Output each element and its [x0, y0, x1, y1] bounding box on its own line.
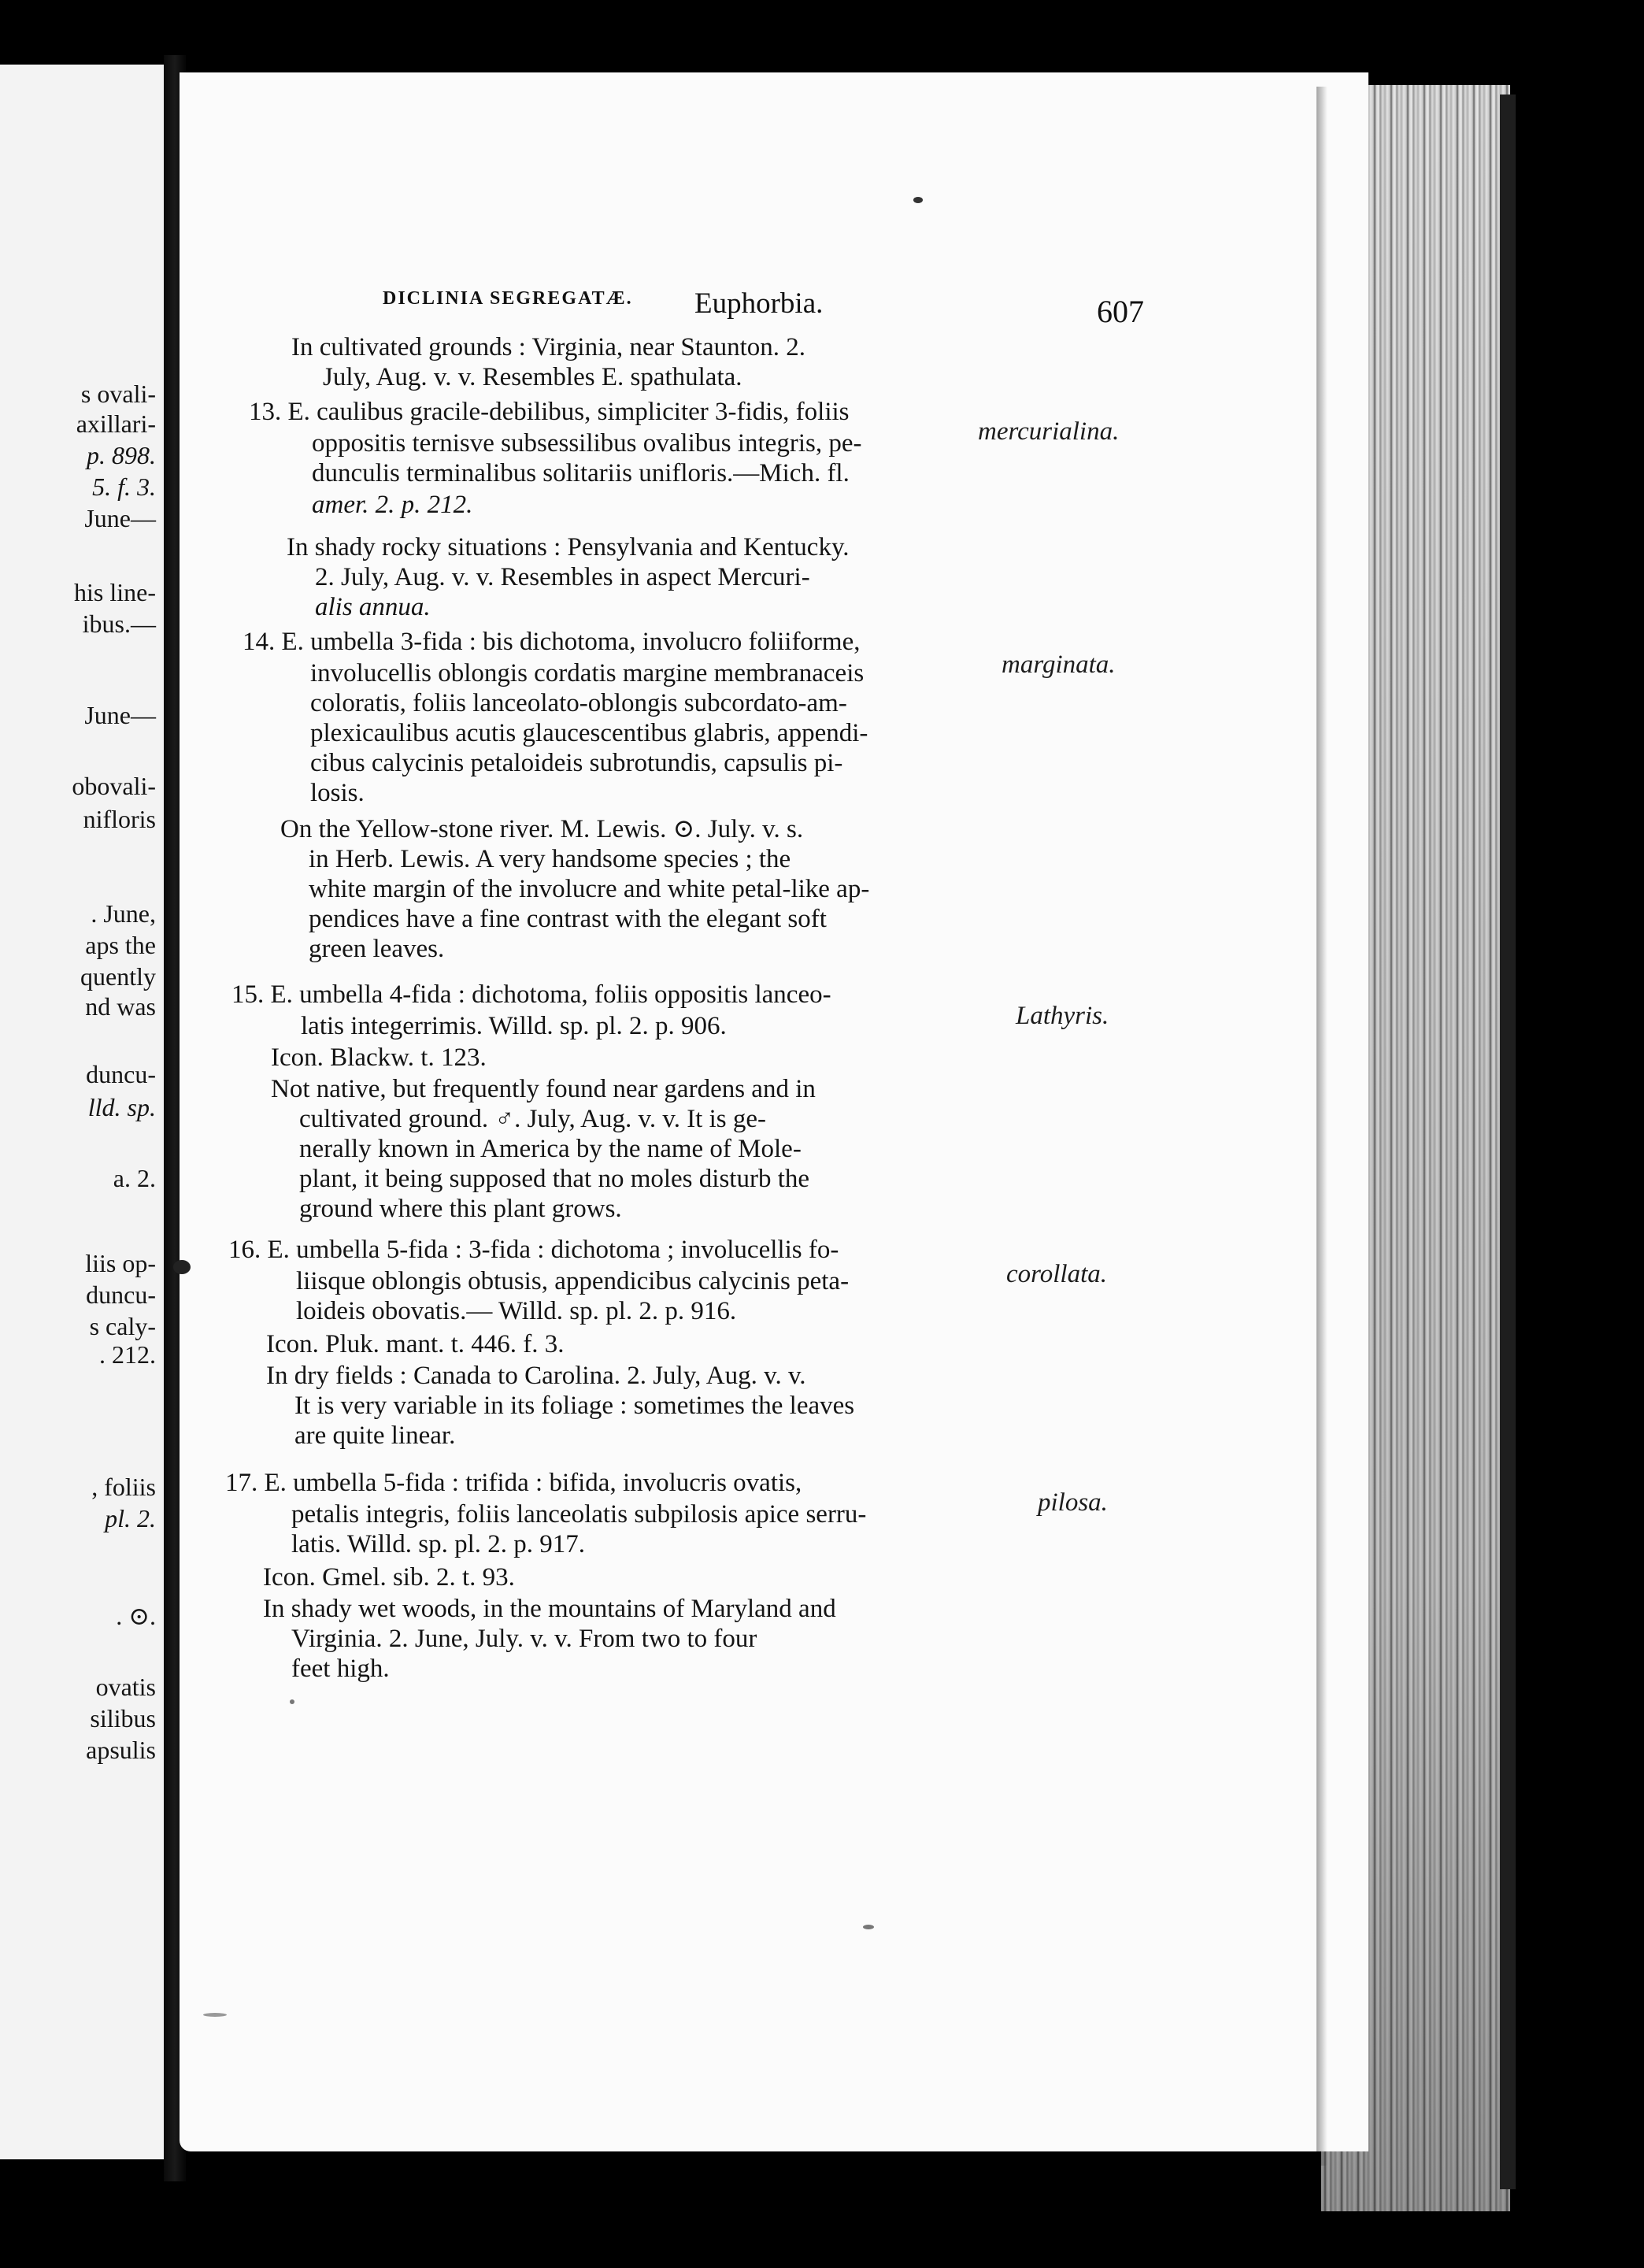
left-line: obovali-: [72, 772, 156, 800]
text-line: In shady rocky situations : Pensylvania and Kentucky.: [287, 533, 850, 561]
text-line: cibus calycinis petaloideis subrotundis, capsulis pi-: [310, 749, 843, 777]
text-line: oppositis ternisve subsessilibus ovalibus integris, pe-: [312, 429, 862, 458]
left-line: p. 898.: [87, 441, 156, 469]
text-line: latis. Willd. sp. pl. 2. p. 917.: [291, 1530, 585, 1558]
back-cover: [1500, 94, 1516, 2189]
text-line: petalis integris, foliis lanceolatis subpilosis apice serru-: [291, 1500, 867, 1529]
text-line: are quite linear.: [294, 1421, 456, 1450]
text-line: pendices have a fine contrast with the elegant soft: [309, 905, 827, 933]
left-line: s ovali-: [80, 380, 156, 408]
text-line: In cultivated grounds : Virginia, near Staunton. 2.: [291, 333, 806, 361]
text-line: 16. E. umbella 5-fida : 3-fida : dichotoma ; involucellis fo-: [228, 1236, 839, 1264]
running-header-genus: Euphorbia.: [694, 287, 824, 320]
text-line: 2. July, Aug. v. v. Resembles in aspect Mercuri-: [315, 563, 810, 591]
left-line: axillari-: [76, 410, 156, 438]
page-number: 607: [1097, 294, 1144, 329]
species-margin-name: mercurialina.: [978, 417, 1120, 446]
text-line: latis integerrimis. Willd. sp. pl. 2. p. 906.: [301, 1012, 727, 1040]
text-line: in Herb. Lewis. A very handsome species ; the: [309, 845, 791, 873]
text-line: coloratis, foliis lanceolato-oblongis subcordato-am-: [310, 689, 847, 717]
text-line: In shady wet woods, in the mountains of Maryland and: [263, 1595, 836, 1623]
left-line: . June,: [91, 899, 156, 928]
left-line: his line-: [74, 578, 156, 606]
text-line: dunculis terminalibus solitariis unifloris.—Mich. fl.: [312, 459, 850, 487]
left-line: apsulis: [86, 1736, 156, 1764]
left-line: nd was: [85, 992, 156, 1021]
running-header-title: DICLINIA SEGREGATÆ.: [383, 288, 633, 309]
text-line: Icon. Blackw. t. 123.: [271, 1043, 487, 1072]
text-line: July, Aug. v. v. Resembles E. spathulata.: [323, 363, 742, 391]
text-line: alis annua.: [315, 593, 431, 621]
left-line: duncu-: [86, 1060, 156, 1088]
text-line: Icon. Gmel. sib. 2. t. 93.: [263, 1563, 515, 1592]
text-line: plexicaulibus acutis glaucescentibus glabris, appendi-: [310, 719, 868, 747]
left-line: . ⊙.: [116, 1602, 156, 1630]
left-line: aps the: [85, 931, 156, 959]
text-line: green leaves.: [309, 935, 445, 963]
text-line: ground where this plant grows.: [299, 1195, 622, 1223]
left-line: s caly-: [89, 1312, 156, 1340]
left-line: ibus.—: [82, 610, 156, 638]
left-line: 5. f. 3.: [92, 472, 156, 501]
left-line: . 212.: [99, 1340, 156, 1369]
species-margin-name: marginata.: [1002, 650, 1116, 679]
text-line: 17. E. umbella 5-fida : trifida : bifida, involucris ovatis,: [225, 1469, 802, 1497]
text-line: 15. E. umbella 4-fida : dichotoma, foliis oppositis lanceo-: [231, 980, 831, 1009]
text-line: In dry fields : Canada to Carolina. 2. July, Aug. v. v.: [266, 1362, 806, 1390]
species-margin-name: Lathyris.: [1016, 1002, 1109, 1030]
left-line: a. 2.: [113, 1164, 156, 1192]
left-line: June—: [84, 701, 156, 729]
left-line: , foliis: [91, 1473, 156, 1501]
left-line: duncu-: [86, 1280, 156, 1309]
text-line: amer. 2. p. 212.: [312, 491, 473, 519]
text-line: 13. E. caulibus gracile-debilibus, simpliciter 3-fidis, foliis: [249, 398, 850, 426]
text-line: involucellis oblongis cordatis margine membranaceis: [310, 659, 865, 687]
text-line: Icon. Pluk. mant. t. 446. f. 3.: [266, 1330, 565, 1358]
left-page: [0, 65, 168, 2159]
text-line: loideis obovatis.— Willd. sp. pl. 2. p. 916.: [296, 1297, 737, 1325]
text-line: white margin of the involucre and white petal-like ap-: [309, 875, 870, 903]
species-margin-name: pilosa.: [1038, 1488, 1108, 1517]
left-line: silibus: [90, 1704, 156, 1732]
left-line: quently: [80, 962, 156, 991]
text-line: Virginia. 2. June, July. v. v. From two to four: [291, 1625, 757, 1653]
text-line: liisque oblongis obtusis, appendicibus calycinis peta-: [296, 1267, 850, 1295]
left-line: June—: [84, 504, 156, 532]
left-line: liis op-: [85, 1249, 156, 1277]
text-line: cultivated ground. ♂. July, Aug. v. v. It is ge-: [299, 1105, 767, 1133]
text-line: plant, it being supposed that no moles disturb the: [299, 1165, 810, 1193]
left-line: pl. 2.: [105, 1504, 156, 1532]
species-margin-name: corollata.: [1006, 1260, 1108, 1288]
left-line: lld. sp.: [87, 1093, 156, 1121]
left-line: ovatis: [95, 1673, 156, 1701]
page-edge-shadow: [1316, 87, 1327, 2166]
text-line: On the Yellow-stone river. M. Lewis. ⊙. July. v. s.: [280, 815, 804, 843]
text-line: losis.: [310, 779, 365, 807]
text-line: feet high.: [291, 1655, 390, 1683]
text-line: It is very variable in its foliage : sometimes the leaves: [294, 1392, 855, 1420]
left-line: nifloris: [83, 805, 156, 833]
text-line: nerally known in America by the name of Mole-: [299, 1135, 802, 1163]
text-line: 14. E. umbella 3-fida : bis dichotoma, involucro foliiforme,: [243, 628, 861, 656]
text-line: Not native, but frequently found near gardens and in: [271, 1075, 816, 1103]
